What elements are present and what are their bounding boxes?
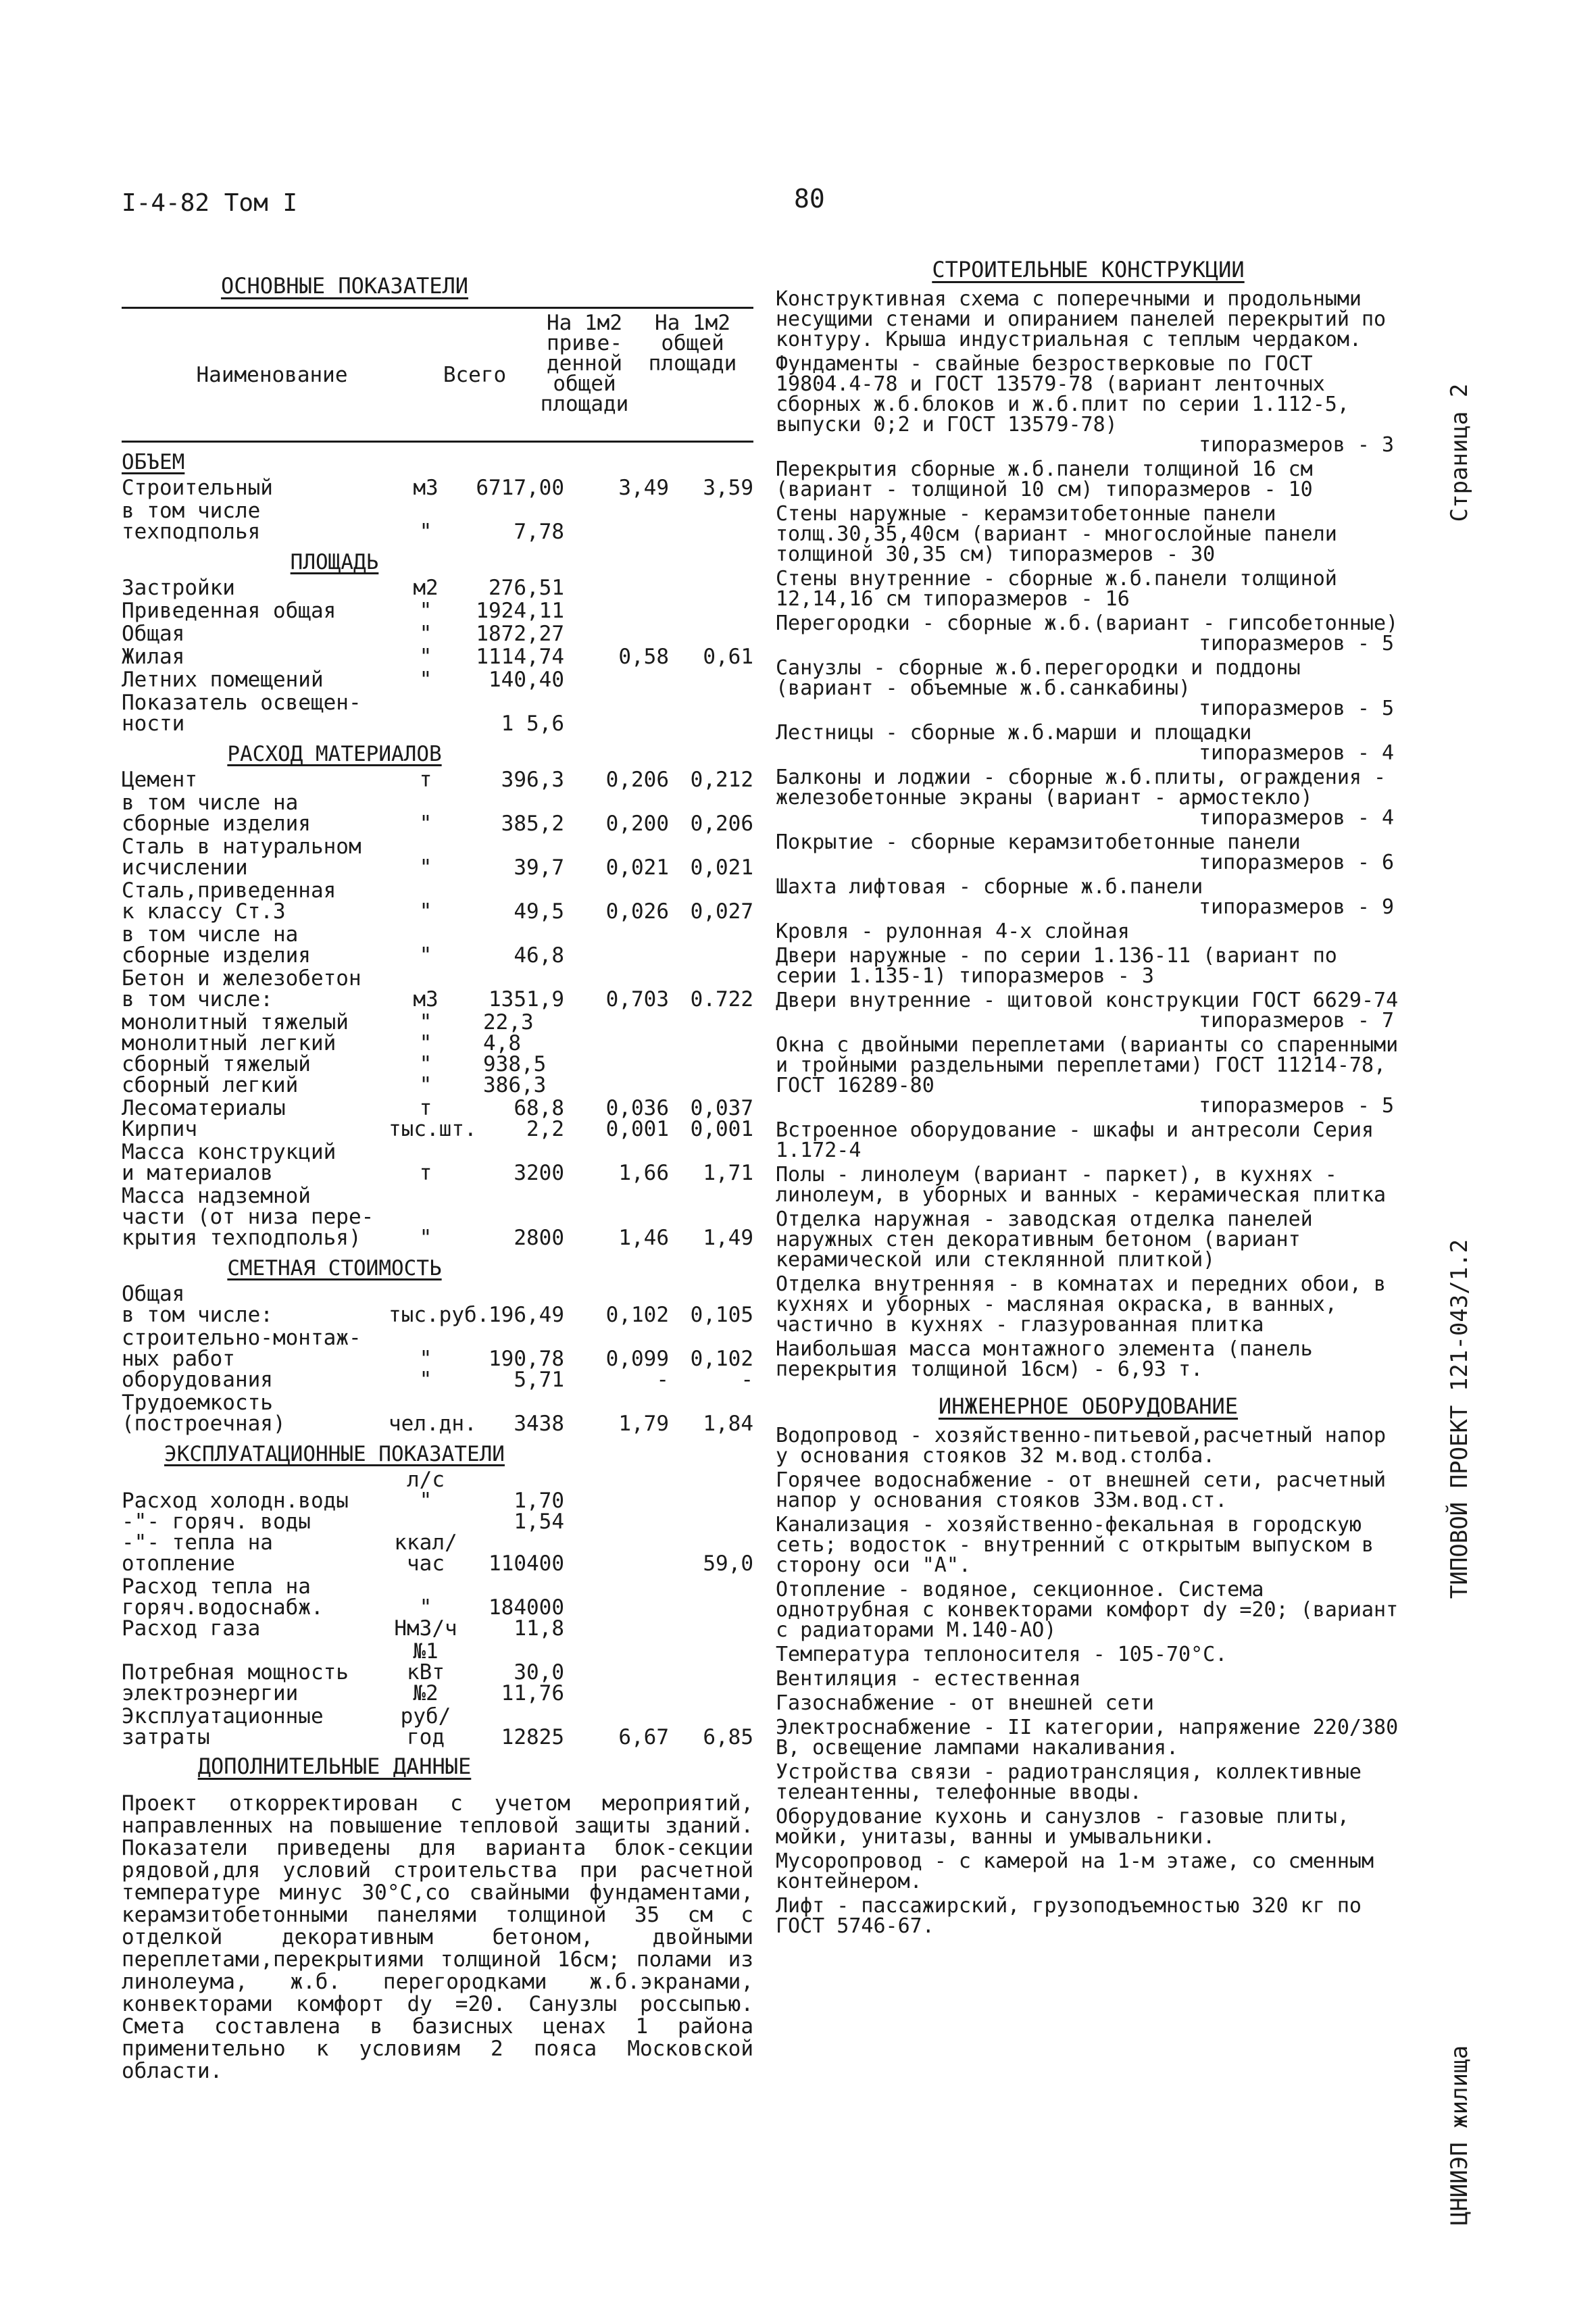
cell-name: Приведенная общая — [122, 599, 336, 623]
engineering-item: Вентиляция - естественная — [776, 1667, 1081, 1691]
cell-per-total: 1,49 — [703, 1226, 753, 1250]
cell-per-reduced: 1,46 — [618, 1226, 669, 1250]
construction-item — [776, 459, 1401, 500]
cell-per-total: 0,105 — [690, 1303, 753, 1327]
cell-total: 140,40 — [489, 668, 564, 692]
cell-total: 196,49 — [489, 1303, 564, 1327]
construction-item-text: Наибольшая масса монтажного элемента (панель перекрытия толщиной 16см) - 6,93 т. — [776, 1337, 1313, 1381]
table-row — [122, 1576, 753, 1639]
cell-total: 12825 — [501, 1725, 564, 1749]
table-row — [122, 1393, 753, 1435]
table-row — [122, 601, 753, 622]
construction-item-text: Балконы и лоджии - сборные ж.б.плиты, ограждения - железобетонные экраны (вариант - армостекло) — [776, 766, 1387, 810]
cell-name: Общая — [122, 622, 185, 646]
construction-item-text: Двери наружные - по серии 1.136-11 (вариант по серии 1.135-1) типоразмеров - 3 — [776, 944, 1337, 988]
construction-item — [776, 991, 1401, 1031]
construction-item — [776, 614, 1401, 654]
construction-item-text: Полы - линолеум (вариант - паркет), в кухнях - линолеум, в уборных и ванных - керамическая плитка — [776, 1163, 1387, 1207]
cell-unit: " — [419, 622, 432, 646]
cell-name: Эксплуатационные затраты — [122, 1704, 324, 1749]
construction-item-typesizes: типоразмеров - 4 — [1199, 806, 1394, 830]
engineering-item: Мусоропровод - с камерой на 1-м этаже, со сменным контейнером. — [776, 1849, 1374, 1893]
table-row — [122, 1328, 753, 1391]
cell-per-reduced: 0,036 0,001 — [605, 1096, 669, 1141]
construction-item-typesizes: типоразмеров - 6 — [1199, 851, 1394, 874]
construction-item-typesizes: типоразмеров - 4 — [1199, 741, 1394, 765]
table-row — [122, 1470, 753, 1574]
cell-total: 46,8 — [514, 943, 564, 968]
construction-item — [776, 569, 1401, 609]
construction-list — [776, 354, 1401, 1380]
construction-item-text: Покрытие - сборные керамзитобетонные панели — [776, 830, 1301, 854]
cell-name: Показатель освещен- ности — [122, 691, 361, 736]
cell-per-total: 59,0 — [703, 1551, 753, 1576]
margin-page-label: Страница 2 — [1446, 383, 1473, 522]
col-header-name: Наименование — [196, 362, 348, 387]
cell-per-reduced: 1,66 — [618, 1161, 669, 1185]
table-row — [122, 837, 753, 878]
table-body — [122, 443, 753, 1748]
construction-item — [776, 1165, 1401, 1205]
cell-name: Расход холодн.воды -"- горяч. воды -"- тепла на отопление — [122, 1489, 349, 1576]
construction-item — [776, 658, 1401, 719]
table-row — [122, 670, 753, 691]
table-row — [122, 1098, 753, 1140]
engineering-item: Температура теплоносителя - 105-70°С. — [776, 1643, 1228, 1666]
cell-total: 1114,74 — [476, 645, 564, 669]
engineering-list — [776, 1426, 1401, 1937]
cell-name: монолитный тяжелый монолитный легкий сборный тяжелый сборный легкий — [122, 1010, 349, 1097]
construction-item — [776, 1210, 1401, 1270]
construction-item-text: Окна с двойными переплетами (варианты со спаренными и тройными раздельными переплетами) ГОСТ 11214-78, ГОСТ 16289-80 — [776, 1033, 1399, 1097]
cell-name: в том числе на сборные изделия — [122, 922, 311, 968]
table-row — [122, 880, 753, 922]
cell-per-total: 0,027 — [690, 899, 753, 924]
extra-data-title: ДОПОЛНИТЕЛЬНЫЕ ДАННЫЕ — [197, 1753, 472, 1779]
cell-name: Цемент — [122, 768, 197, 792]
engineering-item: Лифт - пассажирский, грузоподъемностью 320 кг по ГОСТ 5746-67. — [776, 1894, 1362, 1938]
table-header — [122, 309, 753, 441]
cell-total: 1,70 1,54 110400 — [489, 1489, 564, 1576]
construction-item-text: Стены внутренние - сборные ж.б.панели толщиной 12,14,16 см типоразмеров - 16 — [776, 567, 1337, 611]
table-row — [122, 793, 753, 835]
construction-item-text: Отделка внутренняя - в комнатах и передних обои, в кухнях и уборных - масляная окраска, в ванных, частично в кухнях - глазурованная плитка — [776, 1272, 1387, 1337]
engineering-item: Водопровод - хозяйственно-питьевой,расчетный напор у основания стояков 32 м.вод.столба. — [776, 1424, 1387, 1468]
construction-intro: Конструктивная схема с поперечными и продольными несущими стенами и опиранием панелей перекрытий по контуру. Крыша индустриальная с теплым чердаком. — [776, 287, 1387, 351]
construction-item-text: Двери внутренние - щитовой конструкции ГОСТ 6629-74 — [776, 989, 1399, 1012]
table-row — [122, 1142, 753, 1184]
engineering-title: ИНЖЕНЕРНОЕ ОБОРУДОВАНИЕ — [938, 1393, 1239, 1419]
cell-unit: №1 кВт №2 — [407, 1639, 445, 1706]
cell-unit: м2 — [413, 576, 439, 600]
cell-total: 1 5,6 — [501, 712, 564, 736]
engineering-item: Оборудование кухонь и санузлов - газовые плиты, мойки, унитазы, ванны и умывальники. — [776, 1805, 1349, 1849]
table-row — [122, 624, 753, 645]
construction-item-typesizes: типоразмеров - 5 — [1199, 697, 1394, 720]
cell-unit: т — [419, 1161, 432, 1185]
table-row — [122, 478, 753, 499]
indicators-section — [122, 273, 753, 2083]
table-row — [122, 1641, 753, 1704]
cell-unit: тыс.руб. — [389, 1303, 490, 1327]
construction-item — [776, 1120, 1401, 1161]
cell-unit: " — [419, 1226, 432, 1250]
cell-total: 385,2 — [501, 812, 564, 836]
cell-unit: чел.дн. — [389, 1412, 477, 1436]
cell-total: 7,78 — [514, 520, 564, 544]
construction-item — [776, 1339, 1401, 1380]
cell-name: Летних помещений — [122, 668, 324, 692]
cell-unit: " — [419, 899, 432, 924]
construction-item — [776, 768, 1401, 828]
cell-name: Общая в том числе: — [122, 1282, 273, 1327]
cell-per-total: 3,59 — [703, 476, 753, 500]
cell-name: Расход тепла на горяч.водоснабж. Расход газа — [122, 1574, 324, 1641]
cell-total: 2800 — [514, 1226, 564, 1250]
cell-name: в том числе техподполья — [122, 499, 261, 544]
cell-name: Жилая — [122, 645, 185, 669]
cell-name: Сталь в натуральном исчислении — [122, 835, 361, 880]
engineering-item: Устройства связи - радиотрансляция, коллективные телеантенны, телефонные вводы. — [776, 1760, 1362, 1804]
cell-total: 22,3 4,8 938,5 386,3 — [483, 1010, 547, 1097]
cell-unit: " — [419, 855, 432, 880]
cell-per-reduced: 0,703 — [605, 987, 669, 1012]
construction-item — [776, 354, 1401, 455]
cell-unit: т — [419, 768, 432, 792]
cell-per-reduced: 0,206 — [605, 768, 669, 792]
margin-project-label: ТИПОВОЙ ПРОЕКТ 121-043/1.2 — [1446, 1239, 1473, 1599]
cell-name: Строительный — [122, 476, 273, 500]
construction-item — [776, 504, 1401, 565]
cell-unit: л/с " ккал/час — [394, 1468, 457, 1576]
cell-total: 1924,11 — [476, 599, 564, 623]
construction-item — [776, 922, 1401, 942]
extra-data-text: Проект откорректирован с учетом мероприятий, направленных на повышение тепловой защиты зданий. Показатели приведены для варианта блок-секции рядовой,для условий строительства при расчетной температуре минус 30°С,со свайными фундаментами, керамзитобетонными панелями толщиной 35 см с отделкой декоративным бетоном, двойными переплетами,перекрытиями толщиной 16см; полами из линолеума, ж.б. перегородками ж.б.экранами, конвекторами комфорт dу =20. Санузлы россыпью. Смета составлена в базисных ценах 1 района применительно к условиям 2 пояса Московской области. — [122, 1791, 753, 2083]
construction-item — [776, 723, 1401, 764]
cell-per-reduced: 1,79 — [618, 1412, 669, 1436]
indicators-title: ОСНОВНЫЕ ПОКАЗАТЕЛИ — [220, 273, 469, 299]
construction-item — [776, 946, 1401, 987]
table-row — [122, 578, 753, 599]
cell-unit: " — [419, 668, 432, 692]
cell-unit: т тыс.шт. — [389, 1096, 477, 1141]
construction-item-typesizes: типоразмеров - 5 — [1199, 632, 1394, 655]
cell-per-reduced: 3,49 — [618, 476, 669, 500]
cell-per-total: 6,85 — [703, 1725, 753, 1749]
table-group-title: ОБЪЕМ — [122, 450, 185, 474]
cell-total: 68,8 2,2 — [514, 1096, 564, 1141]
cell-per-total: 1,84 — [703, 1412, 753, 1436]
construction-item — [776, 1035, 1401, 1116]
cell-total: 396,3 — [501, 768, 564, 792]
cell-per-reduced: 0,099 - — [605, 1347, 669, 1392]
cell-name: Бетон и железобетон в том числе: — [122, 966, 361, 1012]
cell-per-total: 0.722 — [690, 987, 753, 1012]
cell-name: Потребная мощность электроэнергии — [122, 1660, 349, 1706]
table-group-title: ПЛОЩАДЬ — [290, 550, 379, 574]
table-row — [122, 1012, 753, 1096]
cell-per-total: 0,037 0,001 — [690, 1096, 753, 1141]
engineering-item: Горячее водоснабжение - от внешней сети, расчетный напор у основания стояков 33м.вод.ст. — [776, 1468, 1387, 1512]
construction-item-typesizes: типоразмеров - 5 — [1199, 1094, 1394, 1118]
cell-total: 30,0 11,76 — [501, 1660, 564, 1706]
engineering-item: Газоснабжение - от внешней сети — [776, 1691, 1154, 1715]
cell-name: Лесоматериалы Кирпич — [122, 1096, 286, 1141]
table-row — [122, 924, 753, 966]
cell-total: 1872,27 — [476, 622, 564, 646]
cell-unit: " " — [419, 1347, 432, 1392]
cell-per-reduced: 0,58 — [618, 645, 669, 669]
cell-per-total: 0,61 — [703, 645, 753, 669]
table-row — [122, 647, 753, 668]
cell-per-total: 0,206 — [690, 812, 753, 836]
construction-item-text: Лестницы - сборные ж.б.марши и площадки — [776, 721, 1252, 745]
cell-name: Масса конструкций и материалов — [122, 1140, 336, 1185]
cell-per-total: 0,102 - — [690, 1347, 753, 1392]
document-reference: I-4-82 Том I — [122, 189, 298, 217]
cell-total: 190,78 5,71 — [489, 1347, 564, 1392]
cell-total: 184000 11,8 — [489, 1595, 564, 1641]
cell-unit: " Нм3/ч — [394, 1595, 457, 1641]
construction-item-text: Кровля - рулонная 4-х слойная — [776, 920, 1130, 943]
engineering-item: Канализация - хозяйственно-фекальная в городскую сеть; водосток - внутренний с открытым выпуском в сторону оси "А". — [776, 1513, 1374, 1577]
engineering-item: Отопление - водяное, секционное. Система однотрубная с конвекторами комфорт dу =20; (вариант с радиаторами М.140-АО) — [776, 1578, 1399, 1642]
cell-unit: " — [419, 645, 432, 669]
cell-per-total: 0,212 — [690, 768, 753, 792]
cell-per-reduced: 0,021 — [605, 855, 669, 880]
cell-unit: " — [419, 812, 432, 836]
cell-per-reduced: 0,200 — [605, 812, 669, 836]
cell-per-total: 1,71 — [703, 1161, 753, 1185]
cell-unit: " " " " — [419, 1010, 432, 1097]
table-group-title: РАСХОД МАТЕРИАЛОВ — [227, 742, 442, 766]
construction-item-text: Перекрытия сборные ж.б.панели толщиной 16 см (вариант - толщиной 10 см) типоразмеров - 10 — [776, 457, 1313, 501]
cell-total: 6717,00 — [476, 476, 564, 500]
engineering-item: Электроснабжение - II категории, напряжение 220/380 В, освещение лампами накаливания. — [776, 1716, 1399, 1760]
cell-name: Трудоемкость (построечная) — [122, 1391, 286, 1436]
table-row — [122, 693, 753, 735]
construction-item — [776, 832, 1401, 873]
construction-section — [776, 243, 1401, 1937]
cell-per-reduced: 6,67 — [618, 1725, 669, 1749]
construction-item-typesizes: типоразмеров - 3 — [1199, 433, 1394, 457]
construction-item — [776, 877, 1401, 918]
col-header-total: Всего — [443, 362, 507, 387]
cell-unit: " — [419, 520, 432, 544]
construction-item-text: Перегородки - сборные ж.б.(вариант - гипсобетонные) — [776, 612, 1399, 635]
table-group-title: ЭКСПЛУАТАЦИОННЫЕ ПОКАЗАТЕЛИ — [164, 1442, 505, 1466]
cell-name: строительно-монтаж- ных работ оборудования — [122, 1326, 361, 1392]
construction-item-text: Фундаменты - свайные безростверковые по ГОСТ 19804.4-78 и ГОСТ 13579-78 (вариант ленточных сборных ж.б.блоков и ж.б.плит по серии 1.112-5, выпуски 0;2 и ГОСТ 13579-78) — [776, 352, 1349, 437]
table-row — [122, 1706, 753, 1748]
cell-name: в том числе на сборные изделия — [122, 791, 311, 836]
construction-item-text: Отделка наружная - заводская отделка панелей наружных стен декоративным бетоном (вариант керамической или стеклянной плиткой) — [776, 1208, 1313, 1272]
construction-item-text: Встроенное оборудование - шкафы и антресоли Серия 1.172-4 — [776, 1118, 1374, 1162]
construction-item-text: Шахта лифтовая - сборные ж.б.панели — [776, 875, 1203, 899]
table-row — [122, 770, 753, 791]
table-row — [122, 968, 753, 1010]
construction-title: СТРОИТЕЛЬНЫЕ КОНСТРУКЦИИ — [932, 257, 1245, 282]
cell-per-total: 0,021 — [690, 855, 753, 880]
cell-per-reduced: 0,102 — [605, 1303, 669, 1327]
cell-total: 1351,9 — [489, 987, 564, 1012]
cell-unit: м3 — [413, 476, 439, 500]
cell-per-reduced: 0,026 — [605, 899, 669, 924]
table-group-title: СМЕТНАЯ СТОИМОСТЬ — [227, 1256, 442, 1280]
page-number: 80 — [794, 184, 825, 214]
construction-item-typesizes: типоразмеров - 9 — [1199, 895, 1394, 919]
table-row — [122, 1186, 753, 1249]
cell-unit: " — [419, 599, 432, 623]
cell-unit: " — [419, 943, 432, 968]
construction-item-typesizes: типоразмеров - 7 — [1199, 1009, 1394, 1032]
cell-name: Масса надземной части (от низа пере- крытия техподполья) — [122, 1184, 374, 1250]
cell-total: 276,51 — [489, 576, 564, 600]
margin-org-label: ЦНИИЭП жилища — [1446, 2045, 1473, 2226]
cell-name: Застройки — [122, 576, 235, 600]
cell-unit: м3 — [413, 987, 439, 1012]
cell-unit: руб/год — [400, 1704, 451, 1749]
cell-total: 39,7 — [514, 855, 564, 880]
construction-item-text: Стены наружные - керамзитобетонные панели толщ.30,35,40см (вариант - многослойные панели толщиной 30,35 см) типоразмеров - 30 — [776, 502, 1337, 566]
table-row — [122, 1284, 753, 1326]
cell-total: 3438 — [514, 1412, 564, 1436]
col-header-per-total: На 1м2 общей площади — [648, 311, 737, 376]
construction-item-text: Санузлы - сборные ж.б.перегородки и поддоны (вариант - объемные ж.б.санкабины) — [776, 656, 1301, 700]
table-row — [122, 501, 753, 543]
cell-name: Сталь,приведенная к классу Ст.3 — [122, 878, 336, 924]
cell-total: 3200 — [514, 1161, 564, 1185]
construction-item — [776, 1274, 1401, 1335]
cell-total: 49,5 — [514, 899, 564, 924]
col-header-per-reduced: На 1м2 приве- денной общей площади — [540, 311, 629, 416]
